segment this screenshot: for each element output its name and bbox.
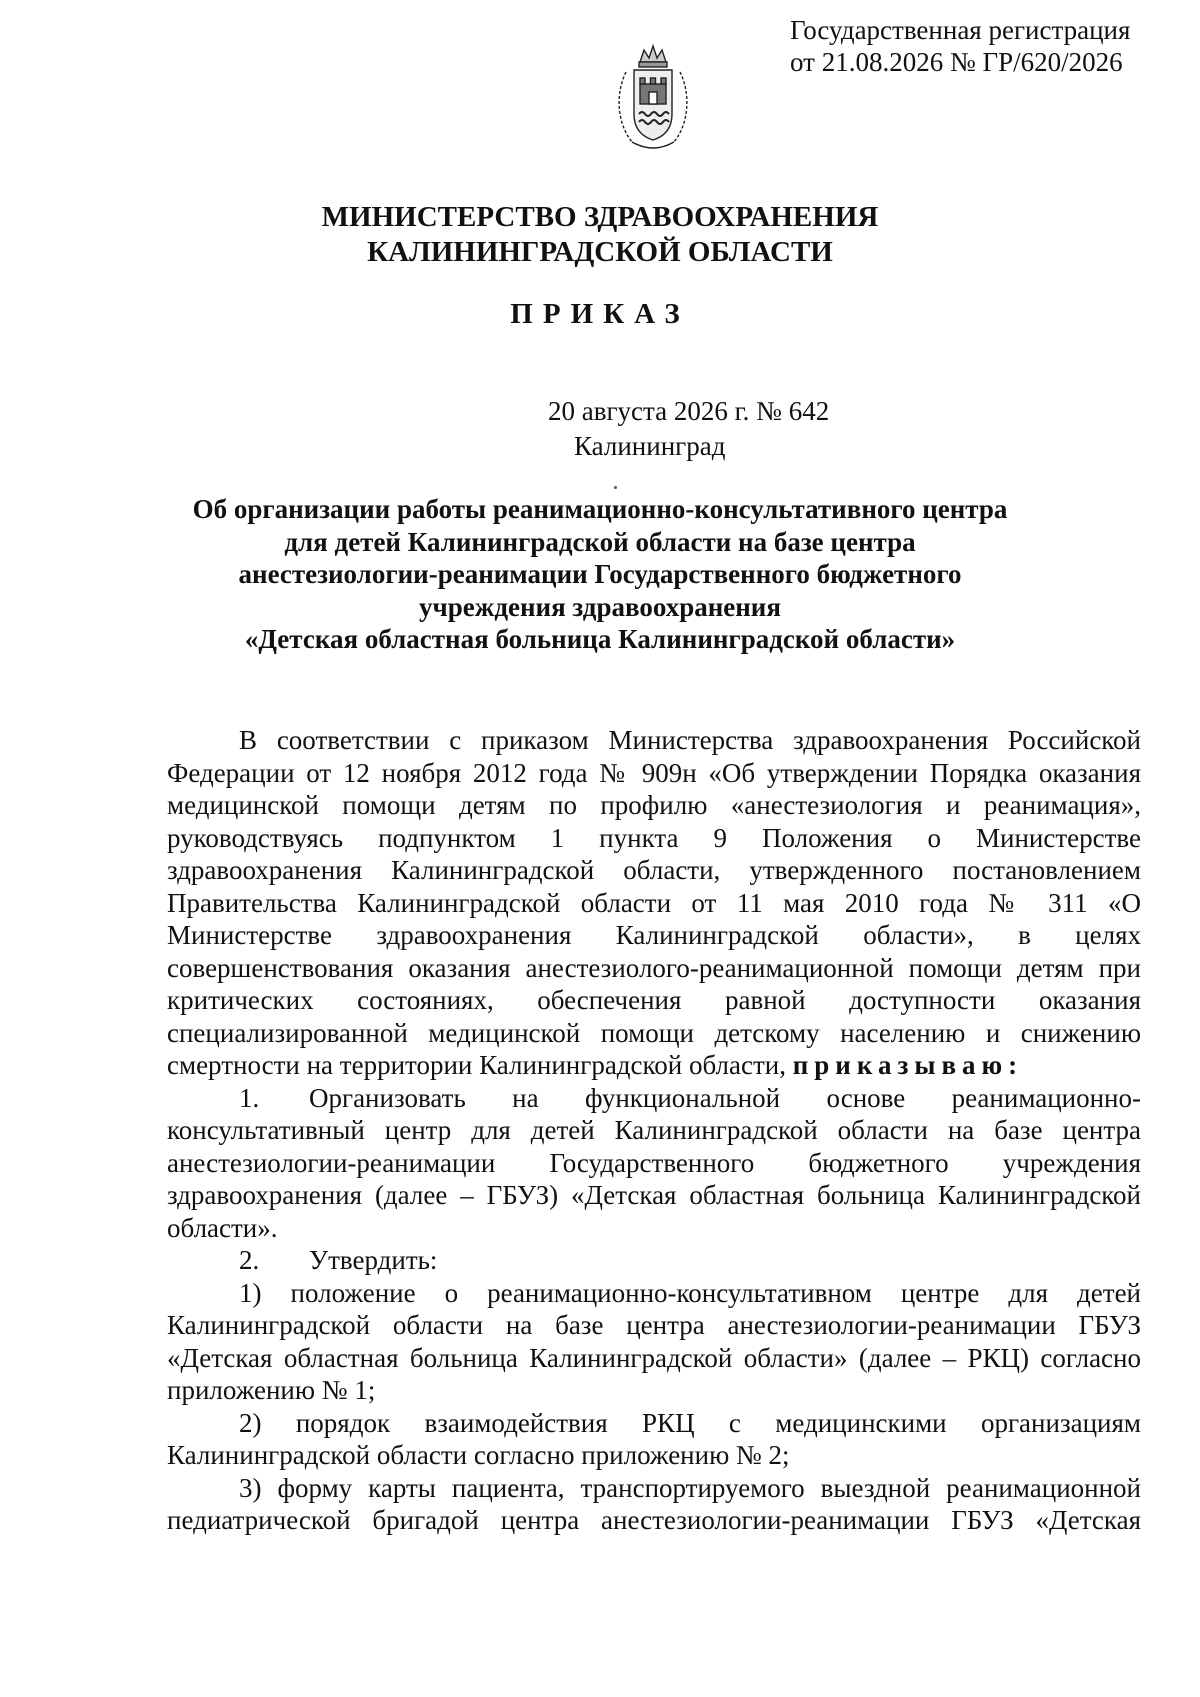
order-word: приказываю: bbox=[792, 1050, 1024, 1080]
subject-line-3: анестезиологии-реанимации Государственного бюджетного bbox=[238, 559, 962, 589]
subitem-2: 2) порядок взаимодействия РКЦ с медицинскими организациям Калининградской области согласно приложению № 2; bbox=[167, 1407, 1141, 1470]
kaliningrad-coat-of-arms-icon bbox=[612, 42, 694, 158]
item-1 bbox=[167, 1082, 1141, 1245]
subitem-3: 3) форму карты пациента, транспортируемого выездной реанимационной педиатрической бригадой центра анестезиологии-реанимации ГБУЗ «Детская bbox=[167, 1472, 1141, 1535]
item-1-text: Организовать на функциональной основе реанимационно-консультативный центр для детей Калининградской области на базе центра анестезиологии-реанимации Государственного бюджетного учреждения здравоохранения (далее – ГБУЗ) «Детская областная больница Калининградской области». bbox=[167, 1082, 1141, 1243]
item-2 bbox=[167, 1244, 1141, 1277]
subject-line-5: «Детская областная больница Калининградской области» bbox=[244, 624, 956, 654]
registration-line-1: Государственная регистрация bbox=[790, 15, 1131, 45]
item-2-number: 2. bbox=[239, 1245, 260, 1275]
subitem-1: 1) положение о реанимационно-консультативном центре для детей Калининградской области на базе центра анестезиологии-реанимации ГБУЗ «Детская областная больница Калининградской области» (далее – РКЦ) согласно приложению № 1; bbox=[167, 1277, 1141, 1405]
preamble-paragraph bbox=[167, 724, 1141, 1082]
order-body bbox=[167, 724, 1141, 1537]
subject-line-2: для детей Калининградской области на базе центра bbox=[284, 526, 916, 557]
scan-dot bbox=[614, 486, 617, 489]
ministry-line-2: КАЛИНИНГРАДСКОЙ ОБЛАСТИ bbox=[367, 236, 833, 268]
preamble-text: В соответствии с приказом Министерства здравоохранения Российской Федерации от 12 ноября 2012 года № 909н «Об утверждении Порядка оказания медицинской помощи детям по профилю «анестезиология и реанимация», руководствуясь подпунктом 1 пункта 9 Положения о Министерстве здравоохранения Калининградской области, утвержденного постановлением Правительства Калининградской области от 11 мая 2010 года № 311 «О Министерстве здравоохранения Калининградской области», в целях совершенствования оказания анестезиолого-реанимационной помощи детям при критических состояниях, обеспечения равной доступности оказания специализированной медицинской помощи детскому населению и снижению смертности на территории Калининградской области, bbox=[167, 725, 1141, 1080]
item-1-number: 1. bbox=[239, 1082, 260, 1113]
registration-line-2: от 21.08.2026 № ГР/620/2026 bbox=[790, 47, 1123, 77]
ministry-name bbox=[0, 200, 1200, 270]
order-city: Калининград bbox=[574, 431, 726, 461]
ministry-line-1: МИНИСТЕРСТВО ЗДРАВООХРАНЕНИЯ bbox=[321, 201, 879, 233]
document-type: ПРИКАЗ bbox=[510, 298, 690, 330]
subject-line-4: учреждения здравоохранения bbox=[419, 591, 781, 622]
registration-stamp bbox=[790, 14, 1180, 78]
order-subject bbox=[0, 493, 1200, 656]
item-2-text: Утвердить: bbox=[309, 1245, 438, 1275]
subject-line-1: Об организации работы реанимационно-консультативного центра bbox=[192, 494, 1008, 524]
order-date-number: 20 августа 2026 г. № 642 bbox=[548, 396, 830, 426]
